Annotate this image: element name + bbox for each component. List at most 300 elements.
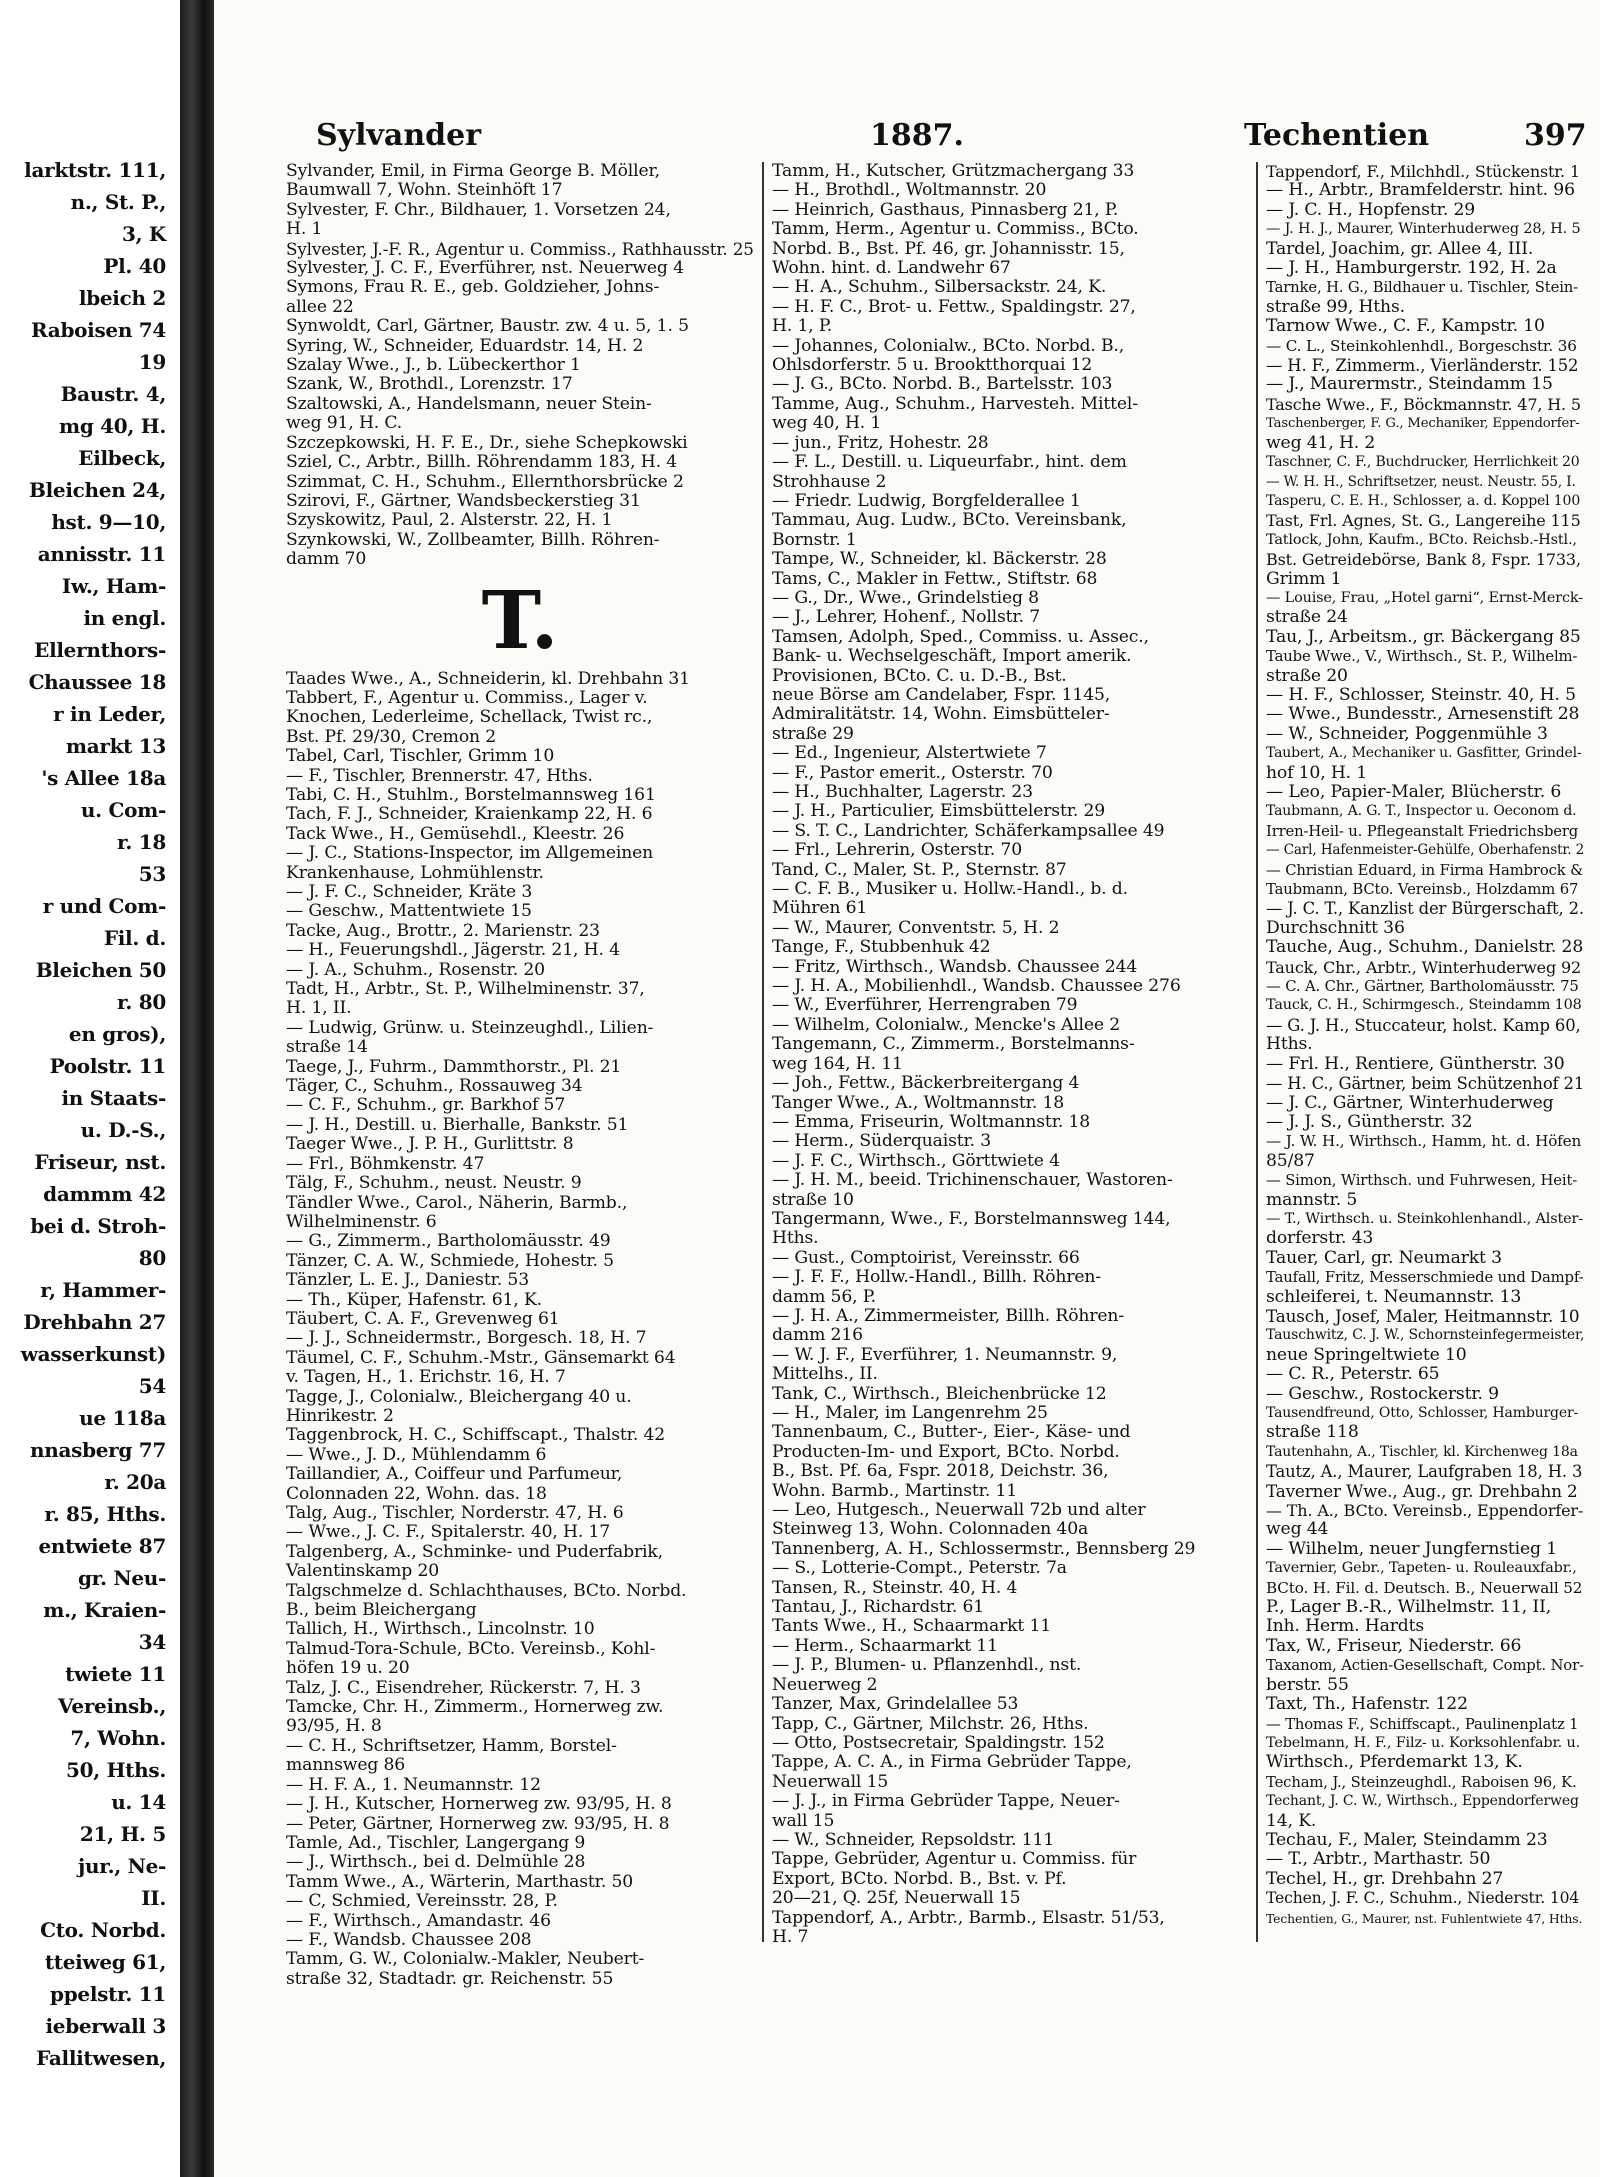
- directory-entry: Tangermann, Wwe., F., Borstelmannsweg 144,: [772, 1208, 1171, 1229]
- directory-entry: — Louise, Frau, „Hotel garni“, Ernst-Merck-: [1266, 589, 1583, 606]
- directory-entry: — Frl. H., Rentiere, Güntherstr. 30: [1266, 1053, 1565, 1074]
- previous-page-fragment: r. 20a: [104, 1470, 166, 1494]
- previous-page-fragment: 7, Wohn.: [70, 1726, 166, 1750]
- directory-entry: Tax, W., Friseur, Niederstr. 66: [1266, 1635, 1522, 1656]
- directory-entry: — G., Zimmerm., Bartholomäusstr. 49: [286, 1231, 611, 1252]
- directory-entry: mannstr. 5: [1266, 1189, 1358, 1210]
- directory-entry: Tausendfreund, Otto, Schlosser, Hamburger-: [1266, 1405, 1579, 1421]
- previous-page-fragment: r, Hammer-: [40, 1278, 166, 1302]
- directory-entry: Tälg, F., Schuhm., neust. Neustr. 9: [286, 1173, 582, 1194]
- directory-entry: Tappendorf, A., Arbtr., Barmb., Elsastr. 51/53,: [772, 1907, 1165, 1928]
- directory-entry: Hths.: [1266, 1034, 1313, 1055]
- directory-entry: Talmud-Tora-Schule, BCto. Vereinsb., Kohl-: [286, 1638, 656, 1659]
- directory-entry: — J. P., Blumen- u. Pflanzenhdl., nst.: [772, 1655, 1082, 1676]
- directory-entry: Szank, W., Brothdl., Lorenzstr. 17: [286, 374, 573, 395]
- directory-entry: Tau, J., Arbeitsm., gr. Bäckergang 85: [1266, 626, 1581, 647]
- previous-page-fragment: Vereinsb.,: [58, 1694, 166, 1718]
- directory-entry: Tauer, Carl, gr. Neumarkt 3: [1266, 1247, 1502, 1268]
- directory-entry: — C. R., Peterstr. 65: [1266, 1364, 1440, 1385]
- directory-entry: Bank- u. Wechselgeschäft, Import amerik.: [772, 646, 1132, 667]
- directory-entry: — Wwe., Bundesstr., Arnesenstift 28: [1266, 704, 1580, 725]
- directory-entry: Täumel, C. F., Schuhm.-Mstr., Gänsemarkt 64: [286, 1347, 676, 1368]
- directory-entry: wall 15: [772, 1810, 835, 1831]
- previous-page-fragment: 34: [138, 1630, 166, 1654]
- directory-entry: Taschner, C. F., Buchdrucker, Herrlichkeit 20: [1266, 454, 1580, 471]
- directory-entry: P., Lager B.-R., Wilhelmstr. 11, II,: [1266, 1597, 1552, 1618]
- directory-entry: — Frl., Lehrerin, Osterstr. 70: [772, 840, 1022, 861]
- directory-entry: Tagge, J., Colonialw., Bleichergang 40 u.: [286, 1386, 632, 1407]
- directory-entry: — J. H., Kutscher, Hornerweg zw. 93/95, H. 8: [286, 1794, 672, 1815]
- directory-entry: Bst. Getreidebörse, Bank 8, Fspr. 1733,: [1266, 550, 1581, 570]
- directory-entry: Tamcke, Chr. H., Zimmerm., Hornerweg zw.: [286, 1697, 664, 1718]
- previous-page-fragment: lbeich 2: [78, 286, 166, 310]
- directory-entry: Taubmann, A. G. T., Inspector u. Oeconom d.: [1266, 803, 1577, 820]
- directory-entry: Tams, C., Makler in Fettw., Stiftstr. 68: [772, 568, 1098, 589]
- directory-entry: — J. H., Hamburgerstr. 192, H. 2a: [1266, 258, 1557, 279]
- directory-entry: Tannenberg, A. H., Schlossermstr., Bennsberg 29: [772, 1538, 1196, 1559]
- directory-entry: — C. A. Chr., Gärtner, Bartholomäusstr. 75: [1266, 978, 1579, 996]
- directory-entry: Tammau, Aug. Ludw., BCto. Vereinsbank,: [772, 510, 1127, 531]
- directory-entry: Tautz, A., Maurer, Laufgraben 18, H. 3: [1266, 1462, 1583, 1482]
- directory-entry: Tadt, H., Arbtr., St. P., Wilhelminenstr. 37,: [286, 979, 645, 1000]
- directory-entry: Mühren 61: [772, 898, 868, 919]
- directory-entry: — H. F. C., Brot- u. Fettw., Spaldingstr. 27,: [772, 296, 1136, 317]
- directory-entry: — S. T. C., Landrichter, Schäferkampsallee 49: [772, 820, 1165, 841]
- directory-entry: Szalay Wwe., J., b. Lübeckerthor 1: [286, 355, 581, 376]
- directory-entry: 14, K.: [1266, 1810, 1317, 1831]
- directory-entry: — J. F. F., Hollw.-Handl., Billh. Röhren-: [772, 1267, 1102, 1288]
- previous-page-fragment: u. Com-: [80, 798, 166, 822]
- directory-entry: Sylvander, Emil, in Firma George B. Möller,: [286, 161, 660, 181]
- directory-entry: — J. F. C., Wirthsch., Görttwiete 4: [772, 1150, 1060, 1171]
- directory-entry: Tast, Frl. Agnes, St. G., Langereihe 115: [1266, 511, 1581, 531]
- directory-entry: — H. C., Gärtner, beim Schützenhof 21: [1266, 1074, 1585, 1094]
- directory-entry: Tavernier, Gebr., Tapeten- u. Rouleauxfabr.,: [1266, 1560, 1577, 1577]
- directory-entry: — J. W. H., Wirthsch., Hamm, ht. d. Höfen: [1266, 1132, 1582, 1151]
- directory-entry: Steinweg 13, Wohn. Colonnaden 40a: [772, 1519, 1089, 1540]
- directory-entry: Talgenberg, A., Schminke- und Puderfabrik,: [286, 1541, 663, 1562]
- directory-entry: Tampe, W., Schneider, kl. Bäckerstr. 28: [772, 549, 1107, 570]
- directory-entry: Tauck, C. H., Schirmgesch., Steindamm 108: [1266, 997, 1582, 1014]
- directory-entry: Taube Wwe., V., Wirthsch., St. P., Wilhelm-: [1266, 648, 1578, 666]
- previous-page-fragment: Drehbahn 27: [23, 1310, 166, 1334]
- directory-column-2: [772, 162, 1240, 1952]
- directory-entry: Sziel, C., Arbtr., Billh. Röhrendamm 183, H. 4: [286, 452, 678, 473]
- directory-entry: — Peter, Gärtner, Hornerweg zw. 93/95, H. 8: [286, 1813, 670, 1834]
- directory-entry: — Joh., Fettw., Bäckerbreitergang 4: [772, 1073, 1080, 1094]
- directory-column-1: [286, 161, 754, 1989]
- directory-entry: Tändler Wwe., Carol., Näherin, Barmb.,: [286, 1192, 628, 1213]
- directory-entry: — J. J., in Firma Gebrüder Tappe, Neuer-: [772, 1791, 1120, 1812]
- previous-page-fragment: ppelstr. 11: [50, 1982, 166, 2006]
- directory-entry: Techel, H., gr. Drehbahn 27: [1266, 1868, 1504, 1889]
- directory-entry: — J. C., Gärtner, Winterhuderweg: [1266, 1092, 1554, 1113]
- directory-entry: Sylvester, F. Chr., Bildhauer, 1. Vorsetzen 24,: [286, 199, 671, 220]
- directory-entry: neue Springeltwiete 10: [1266, 1344, 1467, 1365]
- directory-entry: — C. H., Schriftsetzer, Hamm, Borstel-: [286, 1735, 617, 1756]
- directory-entry: — W., Maurer, Conventstr. 5, H. 2: [772, 917, 1060, 938]
- directory-entry: — Wwe., J. C. F., Spitalerstr. 40, H. 17: [286, 1522, 611, 1543]
- directory-entry: Tautenhahn, A., Tischler, kl. Kirchenweg 18a: [1266, 1443, 1578, 1460]
- directory-entry: — J., Maurermstr., Steindamm 15: [1266, 374, 1553, 395]
- directory-entry: straße 32, Stadtadr. gr. Reichenstr. 55: [286, 1968, 614, 1989]
- directory-entry: Irren-Heil- u. Pflegeanstalt Friedrichsberg: [1266, 822, 1579, 840]
- directory-entry: — H., Buchhalter, Lagerstr. 23: [772, 782, 1033, 802]
- directory-entry: Talg, Aug., Tischler, Norderstr. 47, H. 6: [286, 1503, 624, 1523]
- directory-entry: — H., Maler, im Langenrehm 25: [772, 1403, 1048, 1423]
- directory-entry: Tantau, J., Richardstr. 61: [772, 1597, 985, 1618]
- directory-entry: H. 1: [286, 219, 323, 240]
- directory-entry: straße 14: [286, 1037, 368, 1058]
- previous-page-fragment: r. 85, Hths.: [44, 1502, 166, 1526]
- directory-entry: Provisionen, BCto. C. u. D.-B., Bst.: [772, 665, 1067, 686]
- previous-page-strip: [0, 0, 180, 2177]
- directory-entry: — Ed., Ingenieur, Alstertwiete 7: [772, 743, 1047, 764]
- directory-entry: — Emma, Friseurin, Woltmannstr. 18: [772, 1111, 1091, 1132]
- directory-entry: Synwoldt, Carl, Gärtner, Baustr. zw. 4 u. 5, 1. 5: [286, 316, 689, 337]
- directory-entry: Tasperu, C. E. H., Schlosser, a. d. Koppel 100: [1266, 492, 1581, 509]
- directory-entry: straße 20: [1266, 665, 1348, 686]
- directory-entry: Techentien, G., Maurer, nst. Fuhlentwiete 47, Hths.: [1266, 1910, 1583, 1926]
- directory-entry: B., Bst. Pf. 6a, Fspr. 2018, Deichstr. 36,: [772, 1461, 1109, 1482]
- directory-entry: — Geschw., Mattentwiete 15: [286, 901, 532, 922]
- directory-entry: Täubert, C. A. F., Grevenweg 61: [286, 1308, 560, 1329]
- directory-entry: — J. G., BCto. Norbd. B., Bartelsstr. 103: [772, 374, 1113, 395]
- directory-entry: — C, Schmied, Vereinsstr. 28, P.: [286, 1891, 558, 1912]
- directory-entry: — Ludwig, Grünw. u. Steinzeughdl., Lilien-: [286, 1017, 654, 1038]
- directory-entry: — Leo, Papier-Maler, Blücherstr. 6: [1266, 782, 1562, 802]
- previous-page-fragment: 53: [138, 862, 166, 886]
- directory-entry: Täger, C., Schuhm., Rossauweg 34: [286, 1076, 583, 1097]
- previous-page-fragment: Eilbeck,: [78, 446, 166, 470]
- previous-page-fragment: r und Com-: [42, 894, 166, 918]
- directory-entry: Szimmat, C. H., Schuhm., Ellernthorsbrücke 2: [286, 471, 684, 492]
- previous-page-fragment: Cto. Norbd.: [40, 1918, 166, 1942]
- directory-entry: — J. A., Schuhm., Rosenstr. 20: [286, 959, 545, 980]
- previous-page-fragment: Pl. 40: [103, 254, 166, 278]
- directory-entry: mannsweg 86: [286, 1755, 406, 1776]
- directory-entry: Tansen, R., Steinstr. 40, H. 4: [772, 1577, 1018, 1598]
- directory-entry: höfen 19 u. 20: [286, 1658, 410, 1679]
- directory-entry: — C. L., Steinkohlenhdl., Borgeschstr. 36: [1266, 336, 1577, 355]
- directory-entry: Durchschnitt 36: [1266, 917, 1405, 938]
- directory-entry: Syring, W., Schneider, Eduardstr. 14, H. 2: [286, 335, 644, 356]
- directory-entry: straße 24: [1266, 607, 1348, 628]
- directory-entry: — Heinrich, Gasthaus, Pinnasberg 21, P.: [772, 199, 1119, 220]
- directory-entry: Bornstr. 1: [772, 529, 857, 550]
- directory-entry: Tatlock, John, Kaufm., BCto. Reichsb.-Hstl.,: [1266, 531, 1577, 548]
- directory-entry: straße 29: [772, 723, 854, 744]
- book-gutter: [180, 0, 214, 2177]
- previous-page-fragment: tteiweg 61,: [44, 1950, 166, 1974]
- previous-page-fragment: r in Leder,: [53, 702, 166, 726]
- directory-entry: Tauck, Chr., Arbtr., Winterhuderweg 92: [1266, 957, 1582, 977]
- previous-page-fragment: Bleichen 50: [35, 958, 166, 982]
- directory-entry: Norbd. B., Bst. Pf. 46, gr. Johannisstr. 15,: [772, 238, 1125, 259]
- directory-entry: Techen, J. F. C., Schuhm., Niederstr. 104: [1266, 1889, 1580, 1908]
- directory-entry: Wirthsch., Pferdemarkt 13, K.: [1266, 1752, 1523, 1773]
- directory-entry: Tauche, Aug., Schuhm., Danielstr. 28: [1266, 937, 1584, 958]
- previous-page-fragment: annisstr. 11: [37, 542, 166, 566]
- directory-entry: Sylvester, J.-F. R., Agentur u. Commiss., Rathhausstr. 25: [286, 238, 754, 259]
- directory-entry: Taege, J., Fuhrm., Dammthorstr., Pl. 21: [286, 1056, 622, 1077]
- previous-page-fragment: Poolstr. 11: [49, 1054, 166, 1078]
- directory-entry: — H., Brothdl., Woltmannstr. 20: [772, 180, 1047, 201]
- previous-page-fragment: Bleichen 24,: [29, 478, 166, 502]
- directory-entry: Tallich, H., Wirthsch., Lincolnstr. 10: [286, 1619, 595, 1640]
- previous-page-fragment: en gros),: [68, 1022, 166, 1046]
- directory-entry: — H. F., Zimmerm., Vierländerstr. 152: [1266, 356, 1579, 376]
- directory-entry: Szynkowski, W., Zollbeamter, Billh. Röhren-: [286, 529, 660, 550]
- directory-entry: Wilhelminenstr. 6: [286, 1211, 437, 1232]
- directory-entry: Szyskowitz, Paul, 2. Alsterstr. 22, H. 1: [286, 510, 613, 531]
- directory-page: [214, 0, 1600, 2177]
- previous-page-fragment: markt 13: [65, 734, 166, 758]
- directory-entry: Tamm, G. W., Colonialw.-Makler, Neubert-: [286, 1949, 645, 1970]
- directory-entry: Tack Wwe., H., Gemüsehdl., Kleestr. 26: [286, 823, 625, 844]
- directory-entry: — W. H. H., Schriftsetzer, neust. Neustr. 55, I.: [1266, 473, 1576, 490]
- directory-entry: Tangemann, C., Zimmerm., Borstelmanns-: [772, 1034, 1135, 1055]
- column-divider: [762, 162, 764, 1942]
- previous-page-fragment: jur., Ne-: [78, 1854, 166, 1878]
- directory-entry: Taubmann, BCto. Vereinsb., Holzdamm 67: [1266, 881, 1579, 899]
- directory-entry: — G., Dr., Wwe., Grindelstieg 8: [772, 587, 1039, 608]
- directory-entry: — Frl., Böhmkenstr. 47: [286, 1153, 485, 1174]
- directory-entry: Taxanom, Actien-Gesellschaft, Compt. Nor-: [1266, 1657, 1584, 1675]
- directory-entry: Tamm Wwe., A., Wärterin, Marthastr. 50: [286, 1871, 634, 1892]
- previous-page-fragment: in Staats-: [61, 1086, 166, 1110]
- previous-page-fragment: 19: [138, 350, 166, 374]
- directory-entry: Tarnow Wwe., C. F., Kampstr. 10: [1266, 316, 1545, 337]
- directory-entry: weg 164, H. 11: [772, 1053, 903, 1074]
- directory-entry: H. 1, P.: [772, 316, 833, 337]
- directory-entry: Producten-Im- und Export, BCto. Norbd.: [772, 1441, 1120, 1462]
- directory-entry: berstr. 55: [1266, 1674, 1349, 1695]
- directory-entry: BCto. H. Fil. d. Deutsch. B., Neuerwall 52: [1266, 1578, 1583, 1597]
- directory-entry: Tänzler, L. E. J., Daniestr. 53: [286, 1270, 529, 1291]
- header-year: 1887.: [870, 118, 964, 153]
- directory-entry: — W., Everführer, Herrengraben 79: [772, 995, 1078, 1016]
- directory-entry: — J. F. C., Schneider, Kräte 3: [286, 882, 533, 902]
- directory-entry: Tange, F., Stubbenhuk 42: [772, 937, 991, 958]
- directory-entry: Wohn. hint. d. Landwehr 67: [772, 258, 1011, 279]
- directory-entry: — T., Wirthsch. u. Steinkohlenhandl., Alster-: [1266, 1210, 1583, 1227]
- directory-entry: — T., Arbtr., Marthastr. 50: [1266, 1849, 1491, 1870]
- directory-entry: straße 99, Hths.: [1266, 296, 1405, 317]
- directory-entry: — Wwe., J. D., Mühlendamm 6: [286, 1444, 547, 1465]
- directory-entry: Tebelmann, H. F., Filz- u. Korksohlenfabr. u.: [1266, 1734, 1581, 1751]
- directory-entry: — J. J. S., Güntherstr. 32: [1266, 1111, 1473, 1132]
- directory-entry: — H., Feuerungshdl., Jägerstr. 21, H. 4: [286, 940, 620, 961]
- directory-entry: Tabi, C. H., Stuhlm., Borstelmannsweg 161: [286, 784, 656, 805]
- directory-entry: Techau, F., Maler, Steindamm 23: [1266, 1829, 1548, 1850]
- previous-page-fragment: n., St. P.,: [70, 190, 166, 214]
- directory-entry: Taschenberger, F. G., Mechaniker, Eppendorfer-: [1266, 416, 1580, 432]
- directory-entry: — J., Lehrer, Hohenf., Nollstr. 7: [772, 607, 1041, 628]
- previous-page-fragment: Friseur, nst.: [34, 1150, 166, 1174]
- directory-entry: Inh. Herm. Hardts: [1266, 1616, 1425, 1637]
- previous-page-fragment: Ellernthors-: [34, 638, 166, 662]
- directory-entry: Krankenhause, Lohmühlenstr.: [286, 862, 544, 883]
- directory-entry: — J. H. A., Mobilienhdl., Wandsb. Chaussee 276: [772, 976, 1181, 997]
- previous-page-fragment: bei d. Stroh-: [30, 1214, 166, 1238]
- page-header: [214, 118, 1600, 160]
- directory-entry: — C. F. B., Musiker u. Hollw.-Handl., b. d.: [772, 879, 1128, 900]
- directory-entry: Tanger Wwe., A., Woltmannstr. 18: [772, 1092, 1065, 1113]
- directory-entry: — Otto, Postsecretair, Spaldingstr. 152: [772, 1732, 1105, 1753]
- directory-entry: — Th., Küper, Hafenstr. 61, K.: [286, 1289, 542, 1310]
- directory-entry: — G. J. H., Stuccateur, holst. Kamp 60,: [1266, 1015, 1581, 1035]
- previous-page-fragment: 80: [138, 1246, 166, 1270]
- directory-entry: Taverner Wwe., Aug., gr. Drehbahn 2: [1266, 1480, 1578, 1501]
- previous-page-fragment: 50, Hths.: [66, 1758, 166, 1782]
- directory-entry: 20—21, Q. 25f, Neuerwall 15: [772, 1888, 1021, 1909]
- directory-entry: Mittelhs., II.: [772, 1364, 878, 1385]
- directory-entry: — H., Arbtr., Bramfelderstr. hint. 96: [1266, 180, 1575, 201]
- directory-entry: Colonnaden 22, Wohn. das. 18: [286, 1483, 547, 1504]
- directory-entry: weg 91, H. C.: [286, 413, 403, 434]
- previous-page-fragment: r. 80: [117, 990, 166, 1014]
- directory-entry: — Geschw., Rostockerstr. 9: [1266, 1383, 1499, 1404]
- directory-entry: H. 1, II.: [286, 998, 352, 1019]
- directory-entry: — Christian Eduard, in Firma Hambrock &: [1266, 861, 1584, 879]
- directory-entry: Valentinskamp 20: [286, 1561, 440, 1582]
- directory-entry: Strohhause 2: [772, 471, 887, 492]
- directory-entry: — F., Tischler, Brennerstr. 47, Hths.: [286, 765, 593, 786]
- directory-entry: dorferstr. 43: [1266, 1228, 1374, 1249]
- directory-entry: B., beim Bleichergang: [286, 1600, 477, 1621]
- directory-entry: — F., Pastor emerit., Osterstr. 70: [772, 762, 1053, 783]
- directory-entry: Tanzer, Max, Grindelallee 53: [772, 1694, 1019, 1715]
- directory-entry: — Thomas F., Schiffscapt., Paulinenplatz 1: [1266, 1715, 1579, 1733]
- directory-entry: Neuerweg 2: [772, 1674, 878, 1695]
- directory-entry: — Herm., Süderquaistr. 3: [772, 1131, 992, 1152]
- directory-entry: Ohlsdorferstr. 5 u. Brooktthorquai 12: [772, 355, 1093, 376]
- previous-page-fragment: ieberwall 3: [45, 2014, 166, 2038]
- directory-entry: — H. F., Schlosser, Steinstr. 40, H. 5: [1266, 684, 1576, 705]
- directory-entry: Baumwall 7, Wohn. Steinhöft 17: [286, 180, 563, 201]
- previous-page-fragment: 3, K: [121, 222, 166, 246]
- directory-entry: — Friedr. Ludwig, Borgfelderallee 1: [772, 490, 1081, 511]
- directory-entry: — jun., Fritz, Hohestr. 28: [772, 432, 989, 453]
- directory-entry: — S., Lotterie-Compt., Peterstr. 7a: [772, 1558, 1067, 1579]
- directory-entry: v. Tagen, H., 1. Erichstr. 16, H. 7: [286, 1367, 566, 1388]
- directory-entry: Tabel, Carl, Tischler, Grimm 10: [286, 746, 555, 767]
- previous-page-fragment: Iw., Ham-: [61, 574, 166, 598]
- directory-entry: — H. A., Schuhm., Silbersackstr. 24, K.: [772, 277, 1107, 298]
- directory-entry: Taubert, A., Mechaniker u. Gasfitter, Grindel-: [1266, 745, 1582, 762]
- directory-entry: Talz, J. C., Eisendreher, Rückerstr. 7, H. 3: [286, 1677, 641, 1698]
- previous-page-fragment: larktstr. 111,: [24, 158, 166, 182]
- directory-entry: Tants Wwe., H., Schaarmarkt 11: [772, 1616, 1052, 1637]
- directory-entry: Tacke, Aug., Brottr., 2. Marienstr. 23: [286, 920, 600, 941]
- directory-entry: — Simon, Wirthsch. und Fuhrwesen, Heit-: [1266, 1172, 1578, 1190]
- directory-entry: — W., Schneider, Poggenmühle 3: [1266, 723, 1548, 744]
- directory-entry: — Wilhelm, neuer Jungfernstieg 1: [1266, 1538, 1557, 1559]
- header-left-keyword: Sylvander: [316, 118, 482, 153]
- directory-entry: Tamm, Herm., Agentur u. Commiss., BCto.: [772, 219, 1139, 240]
- directory-entry: Tannenbaum, C., Butter-, Eier-, Käse- und: [772, 1422, 1131, 1443]
- directory-entry: — J. C. T., Kanzlist der Bürgerschaft, 2.: [1266, 899, 1584, 919]
- directory-entry: Taggenbrock, H. C., Schiffscapt., Thalstr. 42: [286, 1425, 666, 1446]
- directory-entry: Export, BCto. Norbd. B., Bst. v. Pf.: [772, 1868, 1067, 1889]
- previous-page-fragment: Chaussee 18: [28, 670, 166, 694]
- directory-entry: H. 7: [772, 1926, 809, 1947]
- directory-column-3: [1266, 162, 1584, 1952]
- directory-entry: 85/87: [1266, 1150, 1315, 1171]
- directory-entry: — Herm., Schaarmarkt 11: [772, 1635, 998, 1656]
- previous-page-fragment: u. D.-S.,: [80, 1118, 166, 1142]
- directory-entry: — W. J. F., Everführer, 1. Neumannstr. 9,: [772, 1344, 1118, 1365]
- previous-page-fragment: mg 40, H.: [58, 414, 166, 438]
- previous-page-fragment: II.: [141, 1886, 166, 1910]
- directory-entry: — F., Wirthsch., Amandastr. 46: [286, 1910, 551, 1931]
- directory-entry: Tach, F. J., Schneider, Kraienkamp 22, H. 6: [286, 804, 653, 825]
- directory-entry: Tand, C., Maler, St. P., Sternstr. 87: [772, 859, 1067, 880]
- directory-entry: Tappe, Gebrüder, Agentur u. Commiss. für: [772, 1849, 1137, 1870]
- directory-entry: Tapp, C., Gärtner, Milchstr. 26, Hths.: [772, 1713, 1089, 1734]
- directory-entry: weg 41, H. 2: [1266, 432, 1376, 453]
- previous-page-fragment: 21, H. 5: [79, 1822, 166, 1846]
- directory-entry: Tardel, Joachim, gr. Allee 4, III.: [1266, 238, 1534, 259]
- directory-entry: — J. C. H., Hopfenstr. 29: [1266, 199, 1476, 220]
- directory-entry: — J., Wirthsch., bei d. Delmühle 28: [286, 1852, 586, 1873]
- directory-entry: — J. J., Schneidermstr., Borgesch. 18, H. 7: [286, 1328, 647, 1349]
- previous-page-fragment: hst. 9—10,: [51, 510, 166, 534]
- previous-page-fragment: 's Allee 18a: [41, 766, 166, 790]
- directory-entry: Tauschwitz, C. J. W., Schornsteinfegermeister,: [1266, 1327, 1585, 1344]
- previous-page-fragment: Fil. d.: [103, 926, 166, 950]
- directory-entry: Tamme, Aug., Schuhm., Harvesteh. Mittel-: [772, 393, 1138, 414]
- section-letter: T.: [481, 572, 559, 667]
- directory-entry: Tabbert, F., Agentur u. Commiss., Lager v.: [286, 687, 648, 708]
- directory-entry: — J. C., Stations-Inspector, im Allgemeinen: [286, 843, 654, 864]
- directory-entry: — W., Schneider, Repsoldstr. 111: [772, 1829, 1055, 1850]
- directory-entry: Szirovi, F., Gärtner, Wandsbeckerstieg 31: [286, 490, 641, 511]
- directory-entry: — Th. A., BCto. Vereinsb., Eppendorfer-: [1266, 1501, 1584, 1521]
- directory-entry: Tamm, H., Kutscher, Grützmachergang 33: [772, 161, 1135, 181]
- previous-page-fragment: dammm 42: [43, 1182, 166, 1206]
- directory-entry: Tank, C., Wirthsch., Bleichenbrücke 12: [772, 1383, 1107, 1404]
- directory-entry: neue Börse am Candelaber, Fspr. 1145,: [772, 684, 1111, 705]
- previous-page-fragment: u. 14: [111, 1790, 166, 1814]
- directory-entry: Tappe, A. C. A., in Firma Gebrüder Tappe,: [772, 1752, 1132, 1773]
- directory-entry: Symons, Frau R. E., geb. Goldzieher, Johns-: [286, 277, 660, 298]
- directory-entry: — Gust., Comptoirist, Vereinsstr. 66: [772, 1247, 1080, 1268]
- directory-entry: Admiralitätstr. 14, Wohn. Eimsbütteler-: [772, 704, 1110, 725]
- directory-entry: Neuerwall 15: [772, 1771, 889, 1792]
- directory-entry: — J. H. A., Zimmermeister, Billh. Röhren-: [772, 1305, 1124, 1326]
- directory-entry: schleiferei, t. Neumannstr. 13: [1266, 1286, 1522, 1307]
- directory-entry: Knochen, Lederleime, Schellack, Twist rc.,: [286, 707, 653, 728]
- directory-entry: Hinrikestr. 2: [286, 1405, 394, 1426]
- previous-page-fragment: nnasberg 77: [29, 1438, 166, 1462]
- directory-entry: Bst. Pf. 29/30, Cremon 2: [286, 726, 497, 747]
- previous-page-fragment: m., Kraien-: [43, 1598, 166, 1622]
- directory-entry: 93/95, H. 8: [286, 1716, 382, 1737]
- directory-entry: Taades Wwe., A., Schneiderin, kl. Drehbahn 31: [286, 668, 690, 689]
- directory-entry: — F., Wandsb. Chaussee 208: [286, 1929, 532, 1950]
- directory-entry: Hths.: [772, 1228, 819, 1249]
- directory-entry: Techant, J. C. W., Wirthsch., Eppendorferweg: [1266, 1793, 1579, 1810]
- previous-page-fragment: in engl.: [83, 606, 166, 630]
- directory-entry: — Leo, Hutgesch., Neuerwall 72b und alter: [772, 1500, 1146, 1521]
- directory-entry: Tänzer, C. A. W., Schmiede, Hohestr. 5: [286, 1250, 614, 1271]
- directory-entry: Grimm 1: [1266, 568, 1342, 589]
- directory-entry: — H. F. A., 1. Neumannstr. 12: [286, 1774, 541, 1795]
- directory-entry: Taeger Wwe., J. P. H., Gurlittstr. 8: [286, 1134, 574, 1155]
- directory-entry: Tasche Wwe., F., Böckmannstr. 47, H. 5: [1266, 394, 1581, 414]
